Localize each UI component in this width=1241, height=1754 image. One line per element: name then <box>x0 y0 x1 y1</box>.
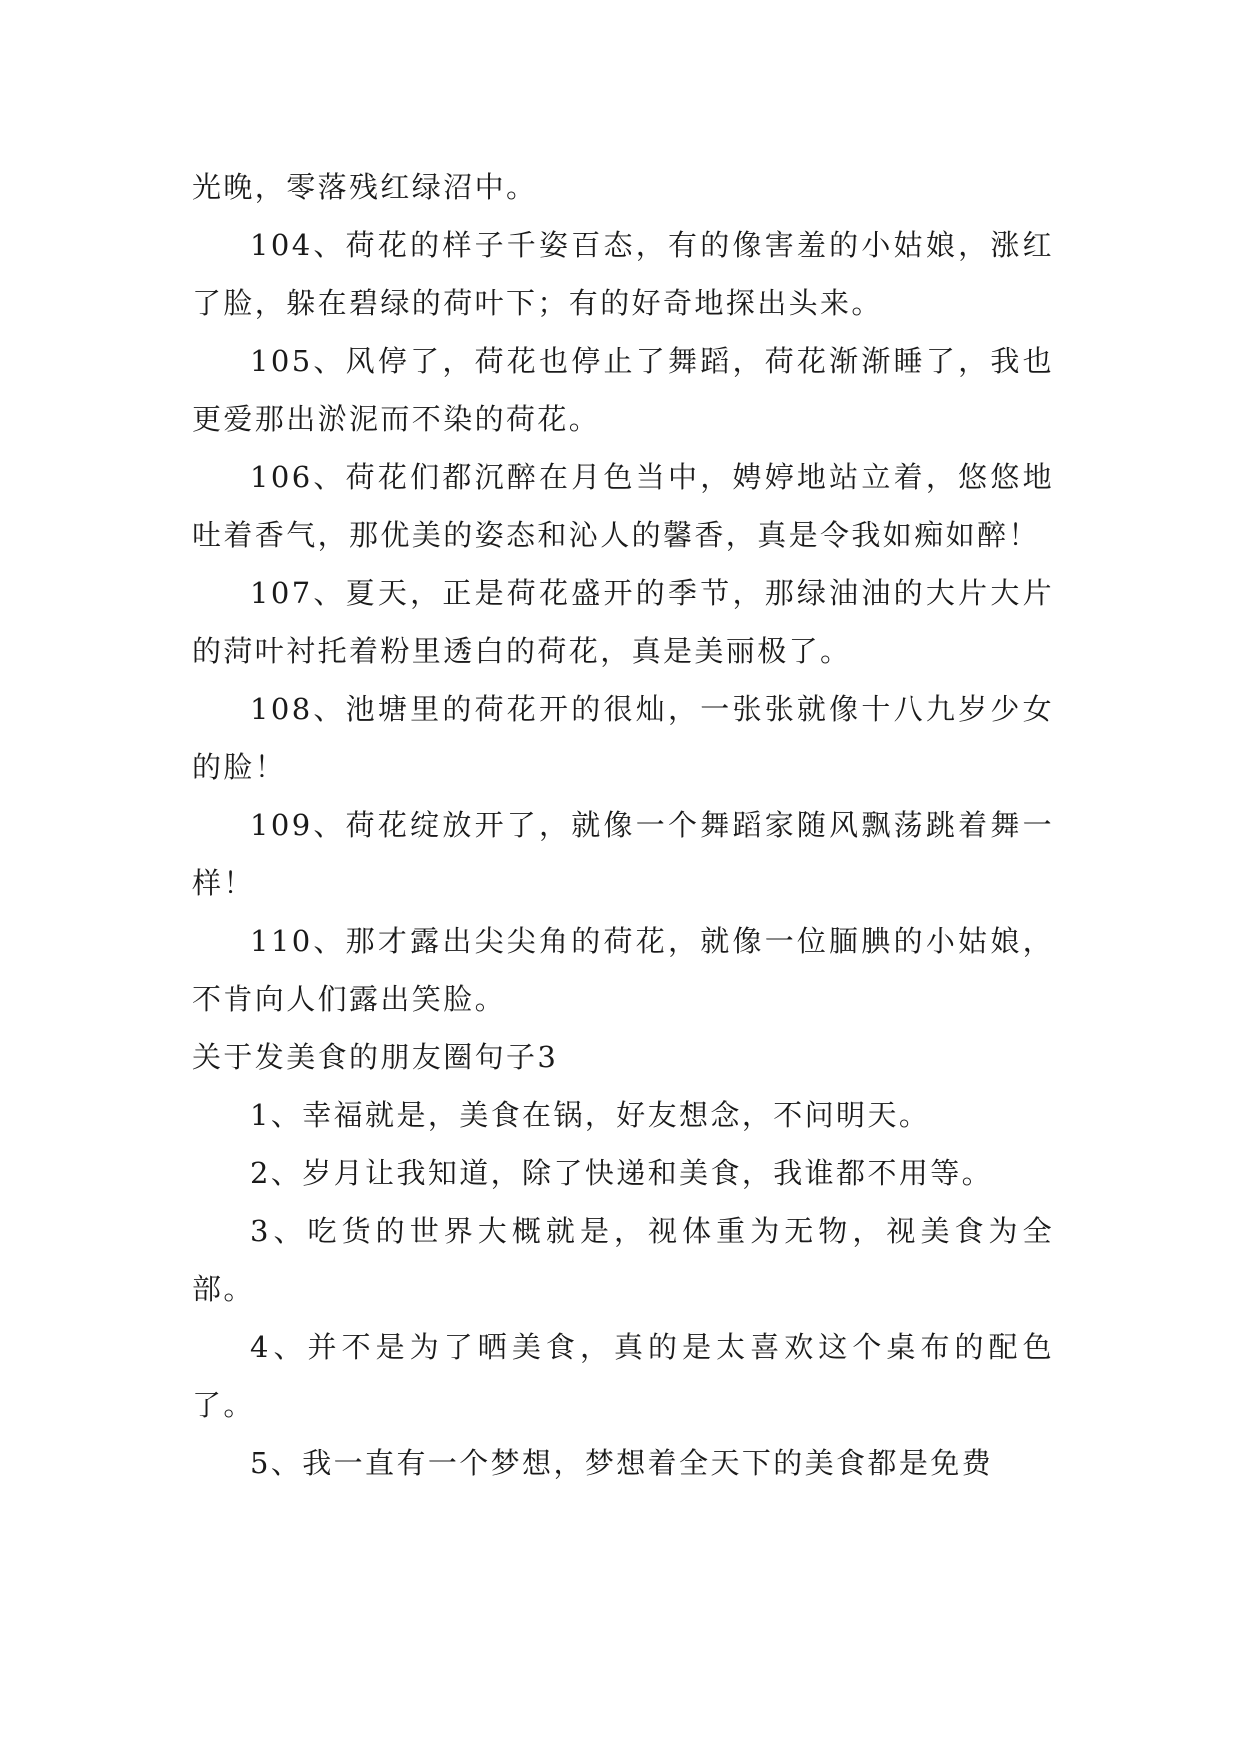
paragraph-5: 5、我一直有一个梦想，梦想着全天下的美食都是免费 <box>250 1446 994 1480</box>
paragraph-104: 104、荷花的样子千姿百态，有的像害羞的小姑娘，涨红了脸，躲在碧绿的荷叶下；有的好奇地探出头来。 <box>192 228 1054 320</box>
paragraph-108: 108、池塘里的荷花开的很灿，一张张就像十八九岁少女的脸！ <box>192 692 1054 784</box>
section-heading: 关于发美食的朋友圈句子3 <box>192 1040 559 1074</box>
paragraph-1: 1、幸福就是，美食在锅，好友想念，不问明天。 <box>250 1098 931 1132</box>
paragraph-2: 2、岁月让我知道，除了快递和美食，我谁都不用等。 <box>250 1156 994 1190</box>
paragraph-110: 110、那才露出尖尖角的荷花，就像一位腼腆的小姑娘，不肯向人们露出笑脸。 <box>192 924 1054 1016</box>
paragraph-4: 4、并不是为了晒美食，真的是太喜欢这个桌布的配色了。 <box>192 1330 1054 1422</box>
paragraph-3: 3、吃货的世界大概就是，视体重为无物，视美食为全部。 <box>192 1214 1054 1306</box>
paragraph-107: 107、夏天，正是荷花盛开的季节，那绿油油的大片大片的菏叶衬托着粉里透白的荷花，真是美丽极了。 <box>192 576 1054 668</box>
paragraph-109: 109、荷花绽放开了，就像一个舞蹈家随风飘荡跳着舞一样！ <box>192 808 1054 900</box>
document-body <box>192 158 1054 1492</box>
paragraph-106: 106、荷花们都沉醉在月色当中，娉婷地站立着，悠悠地吐着香气，那优美的姿态和沁人的馨香，真是令我如痴如醉！ <box>192 460 1054 552</box>
paragraph-continuation: 光晚，零落残红绿沼中。 <box>192 170 538 204</box>
paragraph-105: 105、风停了，荷花也停止了舞蹈，荷花渐渐睡了，我也更爱那出淤泥而不染的荷花。 <box>192 344 1054 436</box>
